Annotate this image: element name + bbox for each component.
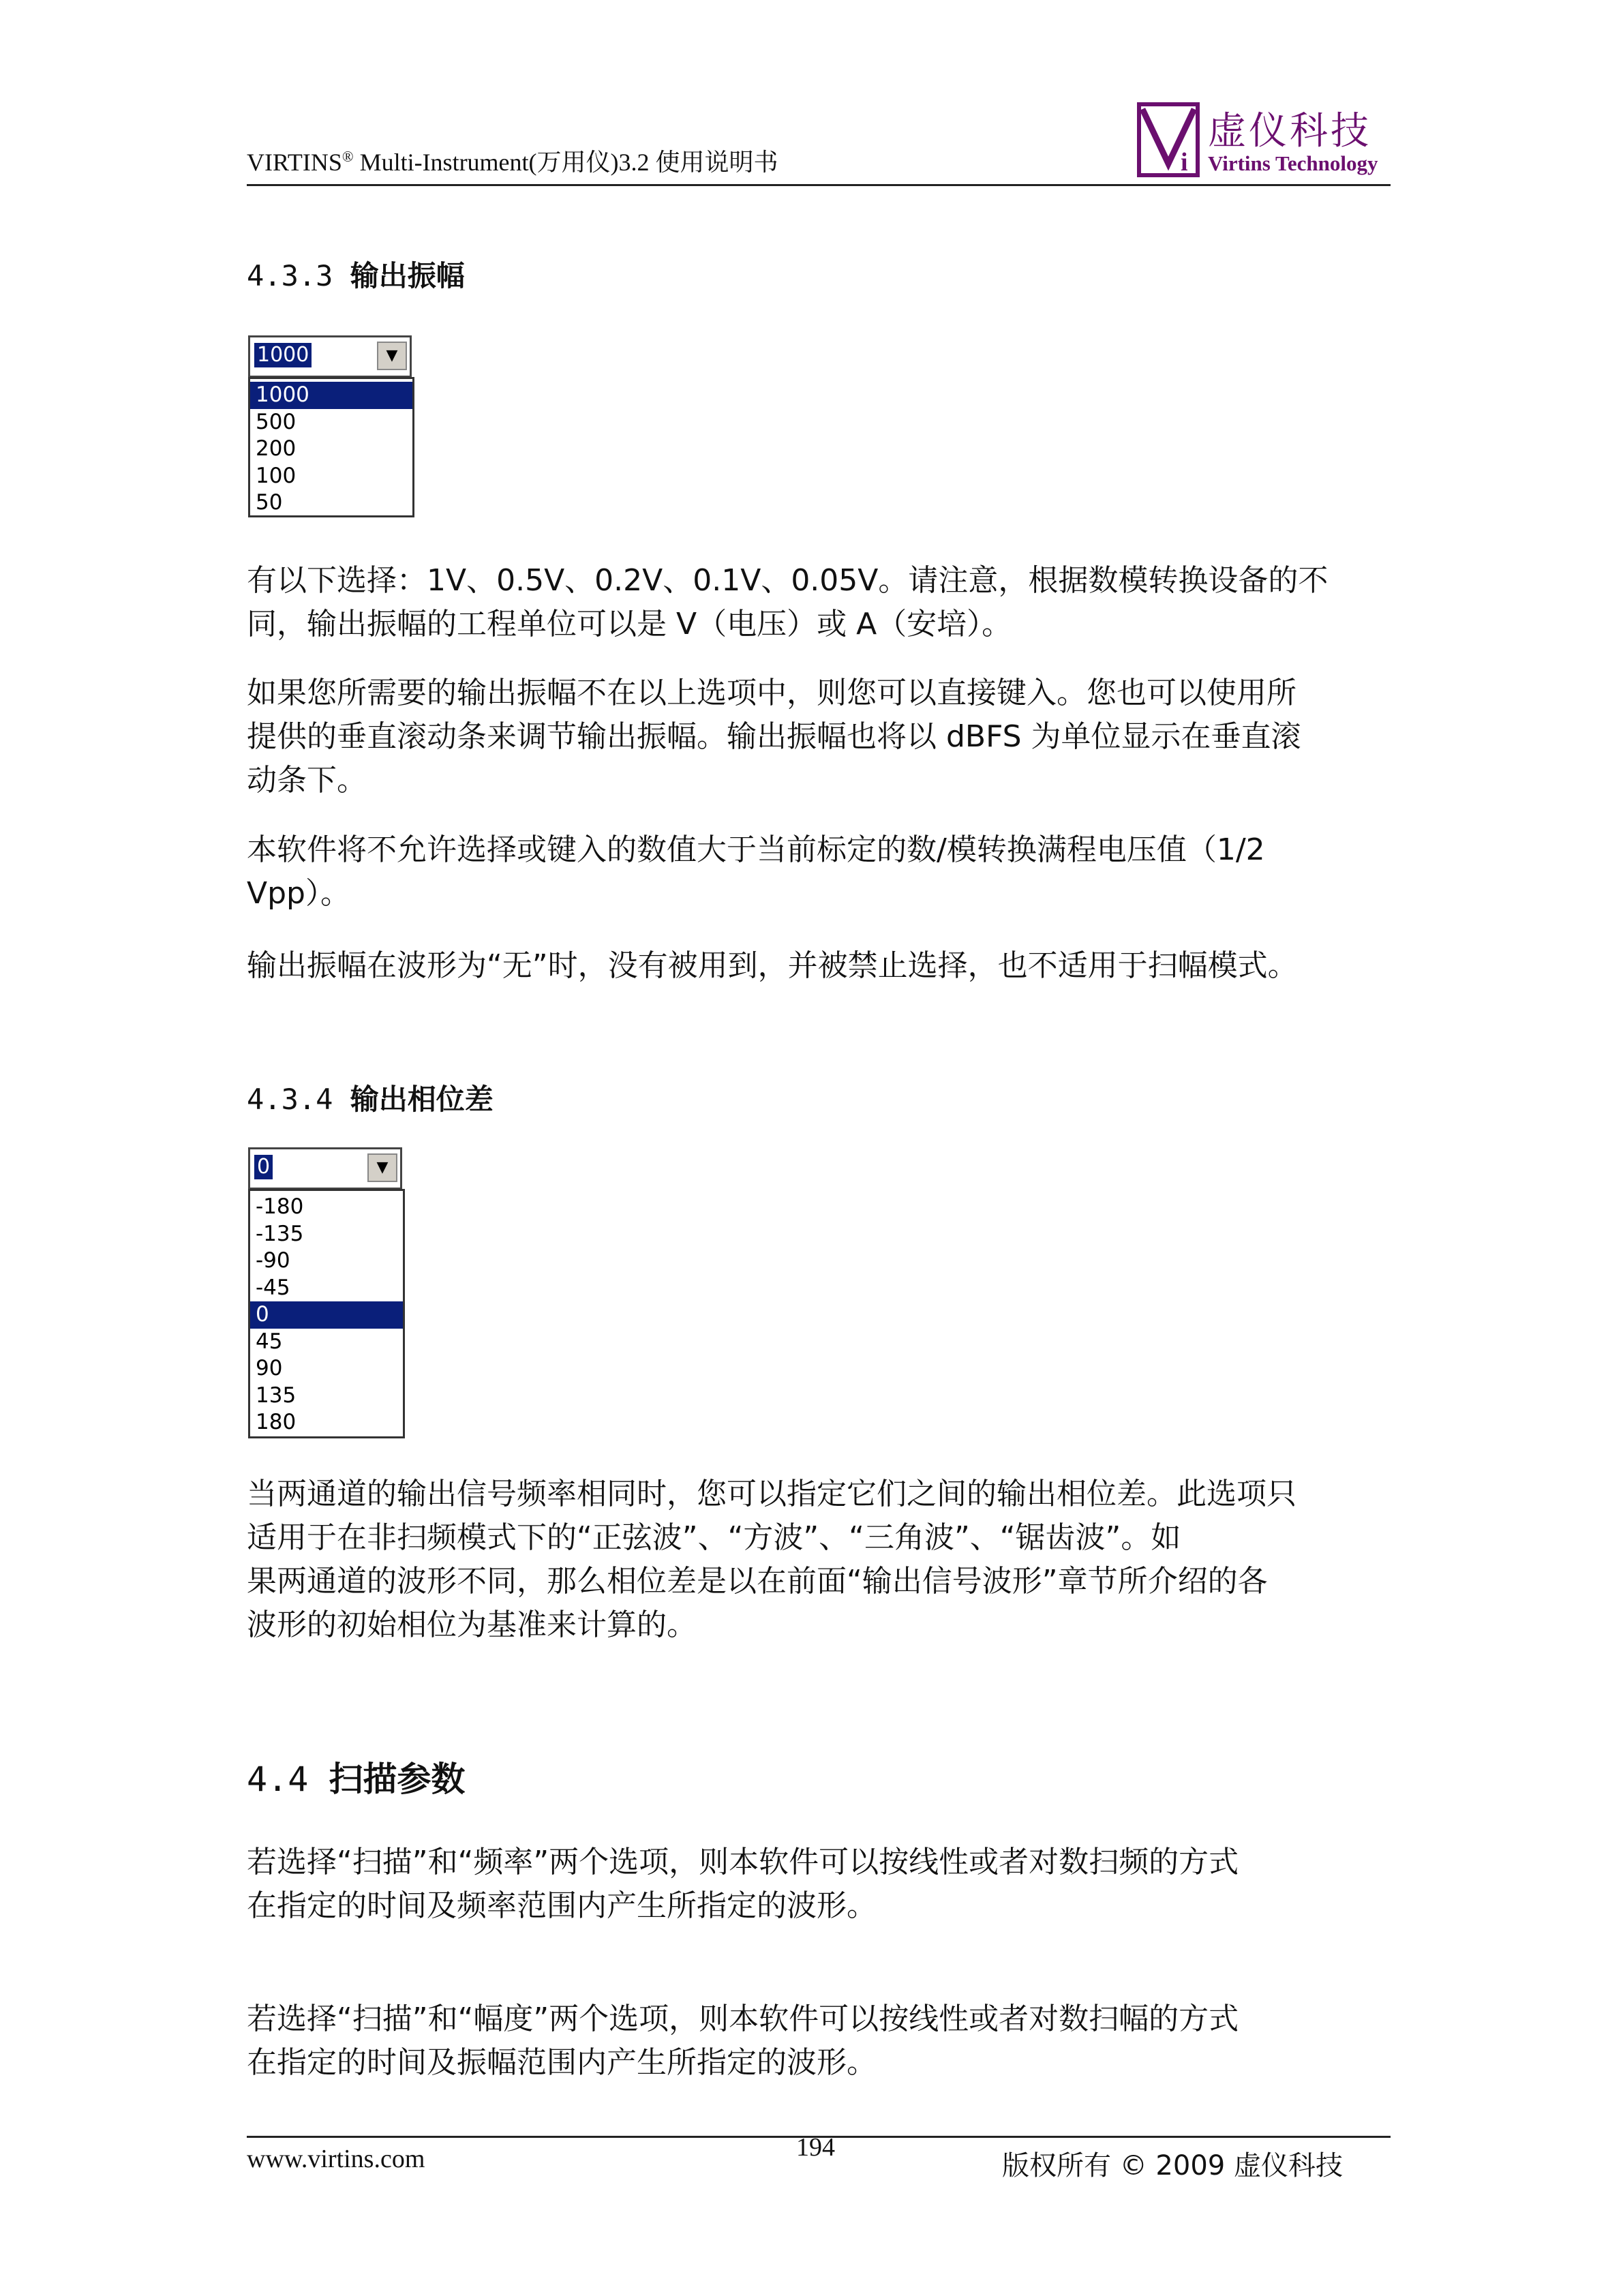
phase-combobox[interactable] [248,1147,402,1190]
phase-option[interactable]: 0 [250,1301,403,1329]
paragraph: 若选择“扫描”和“幅度”两个选项，则本软件可以按线性或者对数扫幅的方式 在指定的时间及振幅范围内产生所指定的波形。 [247,2002,1239,2080]
phase-option[interactable]: -45 [256,1275,290,1300]
phase-option[interactable]: -180 [256,1194,304,1219]
phase-option[interactable]: 180 [256,1410,297,1434]
paragraph: 输出振幅在波形为“无”时，没有被用到，并被禁止选择，也不适用于扫幅模式。 [247,948,1298,983]
phase-option[interactable]: -90 [256,1248,290,1273]
section-title: 输出振幅 [350,259,465,292]
amplitude-option[interactable]: 500 [256,409,297,434]
phase-option[interactable]: 45 [256,1329,283,1354]
amplitude-dropdown-list[interactable] [248,377,414,517]
virtins-logo-icon [1137,102,1200,177]
logo-english-name: Virtins Technology [1208,151,1378,175]
amplitude-combobox[interactable] [248,335,412,378]
amplitude-option[interactable]: 50 [256,490,283,515]
header-product: VIRTINS [247,149,342,176]
amplitude-option[interactable]: 200 [256,436,297,461]
section-title: 输出相位差 [350,1083,494,1116]
logo-letter: i [1181,148,1188,177]
paragraph: 若选择“扫描”和“频率”两个选项，则本软件可以按线性或者对数扫频的方式 在指定的时间及频率范围内产生所指定的波形。 [247,1845,1239,1923]
phase-option[interactable]: -135 [256,1221,304,1246]
amplitude-option[interactable]: 1000 [250,382,412,409]
logo-chinese-name: 虚仪科技 [1208,109,1371,153]
dropdown-arrow-icon[interactable]: ▼ [377,342,407,370]
section-heading-4-3-3 [247,254,465,294]
paragraph: 有以下选择：1V、0.5V、0.2V、0.1V、0.05V。请注意，根据数模转换设备的不 同，输出振幅的工程单位可以是 V（电压）或 A（安培）。 [247,563,1329,641]
section-heading-4-3-4 [247,1077,494,1118]
section-title: 扫描参数 [329,1759,466,1799]
section-number: 4.3.4 [247,1083,333,1116]
paragraph: 当两通道的输出信号频率相同时，您可以指定它们之间的输出相位差。此选项只 适用于在非扫频模式下的“正弦波”、“方波”、“三角波”、“锯齿波”。如 果两通道的波形不同，那么相位差是以在前面“输出信号波形”章节所介绍的各 波形的初始相位为基准来计算的。 [247,1477,1296,1642]
phase-combobox-value[interactable]: 0 [254,1155,273,1179]
registered-mark: ® [342,148,354,165]
footer-copyright: 版权所有 © 2009 虚仪科技 [1002,2150,1343,2181]
dropdown-arrow-icon[interactable]: ▼ [367,1153,397,1182]
amplitude-combobox-value[interactable]: 1000 [254,343,312,367]
section-heading-4-4 [247,1752,465,1801]
footer-url: www.virtins.com [247,2145,425,2173]
running-header [247,143,778,178]
section-number: 4.4 [247,1759,309,1799]
header-rule [247,184,1391,186]
phase-option[interactable]: 135 [256,1383,297,1408]
page-number: 194 [796,2133,835,2162]
section-number: 4.3.3 [247,259,333,292]
phase-option[interactable]: 90 [256,1356,283,1380]
amplitude-option[interactable]: 100 [256,463,297,488]
paragraph: 本软件将不允许选择或键入的数值大于当前标定的数/模转换满程电压值（1/2 Vpp）。 [247,832,1265,911]
paragraph: 如果您所需要的输出振幅不在以上选项中，则您可以直接键入。您也可以使用所 提供的垂直滚动条来调节输出振幅。输出振幅也将以 dBFS 为单位显示在垂直滚 动条下。 [247,676,1301,798]
phase-dropdown-list[interactable] [248,1189,405,1438]
header-title-rest: Multi-Instrument(万用仪)3.2 使用说明书 [353,149,778,176]
